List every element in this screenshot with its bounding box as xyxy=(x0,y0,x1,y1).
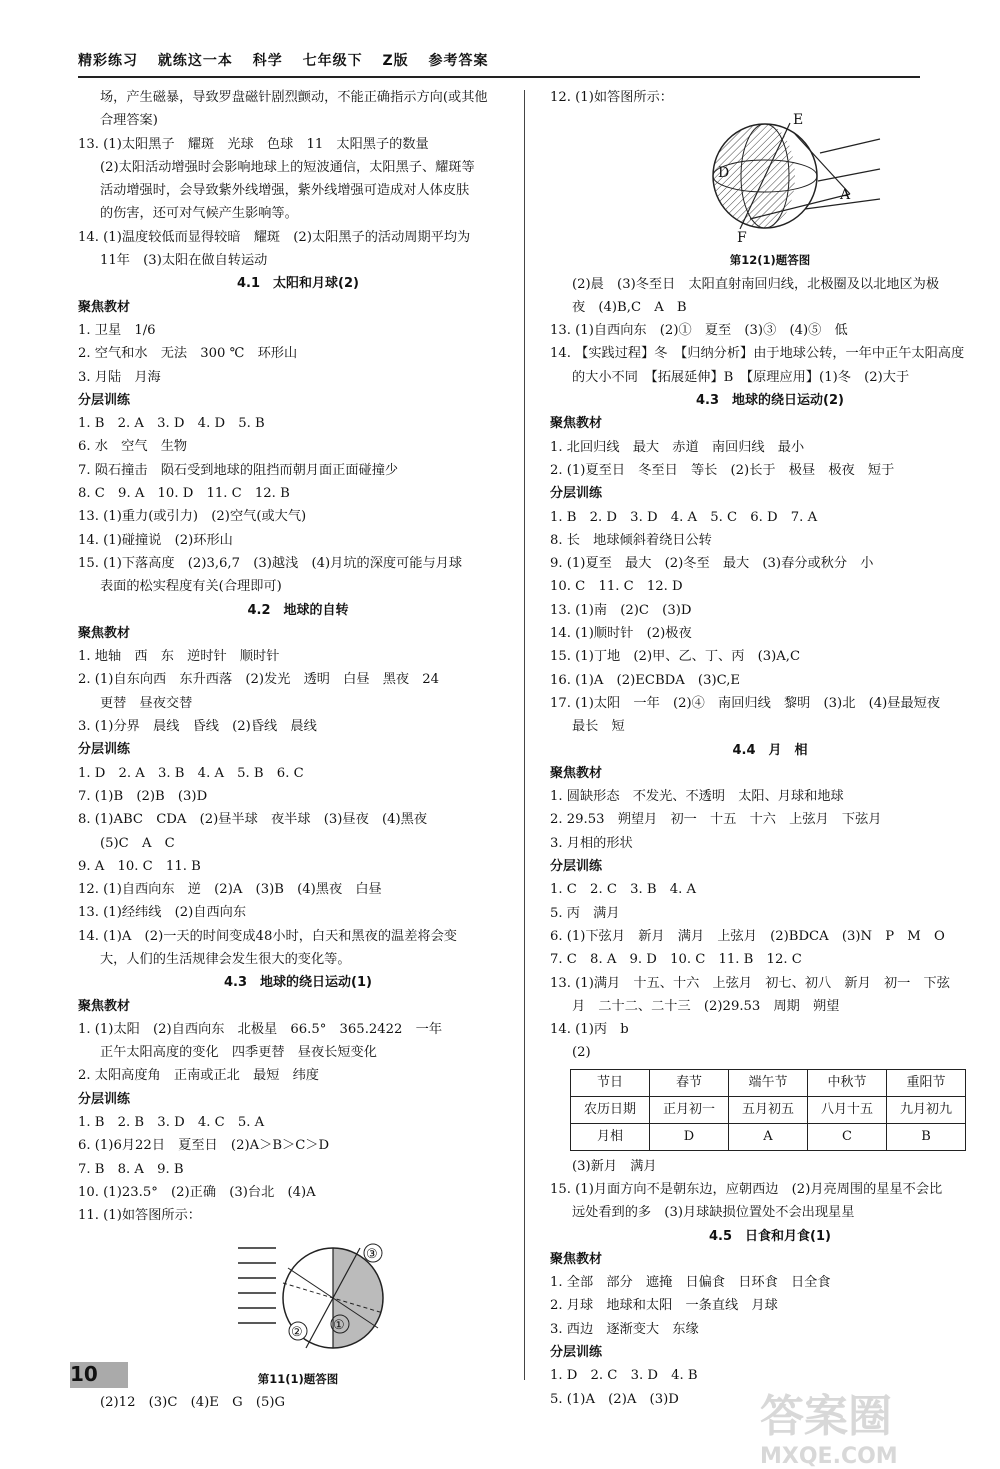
table-cell: A xyxy=(729,1123,808,1150)
page-header xyxy=(78,50,920,78)
text-line: 1. 地轴 西 东 逆时针 顺时针 xyxy=(78,649,280,665)
text-line: 3. (1)分界 晨线 昏线 (2)昏线 晨线 xyxy=(78,719,317,735)
text-line: 14. (1)温度较低而显得较暗 耀斑 (2)太阳黑子的活动周期平均为 xyxy=(78,229,471,245)
table-cell: 节日 xyxy=(571,1069,650,1096)
text-line: 1. B 2. A 3. D 4. D 5. B xyxy=(78,416,265,432)
text-line: 1. D 2. C 3. D 4. B xyxy=(550,1368,698,1384)
table-row xyxy=(571,1123,966,1150)
moon-phase-table xyxy=(570,1069,966,1151)
text-line: 更替 昼夜交替 xyxy=(100,695,193,711)
text-line: 11. (1)如答图所示： xyxy=(78,1208,201,1224)
text-line: 15. (1)丁地 (2)甲、乙、丁、丙 (3)A,C xyxy=(550,649,801,665)
text-line: 分层训练 xyxy=(550,486,603,502)
table-cell: 农历日期 xyxy=(571,1096,650,1123)
text-line: 聚焦教材 xyxy=(550,416,603,432)
table-cell: 重阳节 xyxy=(887,1069,966,1096)
watermark xyxy=(760,1380,990,1469)
text-line: 合理答案) xyxy=(100,113,158,129)
left-text-2 xyxy=(78,1391,518,1414)
text-line: 13. (1)太阳黑子 耀斑 光球 色球 11 太阳黑子的数量 xyxy=(78,136,429,152)
text-line: 3. 月陆 月海 xyxy=(78,369,161,385)
table-cell: 中秋节 xyxy=(808,1069,887,1096)
table-cell: B xyxy=(887,1123,966,1150)
fig12-label: F xyxy=(737,230,747,247)
text-line: 8. 长 地球倾斜着绕日公转 xyxy=(550,532,712,548)
table-row xyxy=(571,1069,966,1096)
table-row xyxy=(571,1096,966,1123)
text-line: 2. 29.53 朔望月 初一 十五 十六 上弦月 下弦月 xyxy=(550,812,882,828)
text-line: (2)太阳活动增强时会影响地球上的短波通信，太阳黑子、耀斑等 xyxy=(100,159,475,175)
fig12-label: A xyxy=(840,187,851,204)
text-line: 10. C 11. C 12. D xyxy=(550,579,683,595)
fig11-label: ② xyxy=(291,1324,303,1340)
table-cell: 五月初五 xyxy=(729,1096,808,1123)
table-cell: 八月十五 xyxy=(808,1096,887,1123)
text-line: 11年 (3)太阳在做自转运动 xyxy=(100,253,268,269)
text-line: 6. 水 空气 生物 xyxy=(78,439,188,455)
column-divider xyxy=(524,90,525,1380)
text-line: 正午太阳高度的变化 四季更替 昼夜长短变化 xyxy=(100,1045,377,1061)
text-line: 场，产生磁暴，导致罗盘磁针剧烈颤动，不能正确指示方向(或其他 xyxy=(100,90,488,105)
text-line: 1. 北回归线 最大 赤道 南回归线 最小 xyxy=(550,439,805,455)
text-line: 1. C 2. C 3. B 4. A xyxy=(550,882,697,898)
page-number-text: 10 xyxy=(70,1362,98,1386)
text-line: 13. (1)满月 十五、十六 上弦月 初七、初八 新月 初一 下弦 xyxy=(550,975,950,991)
text-line: 的大小不同 【拓展延伸】B 【原理应用】(1)冬 (2)大于 xyxy=(572,369,910,385)
text-line: 3. 西边 逐渐变大 东缘 xyxy=(550,1321,699,1337)
text-line: 分层训练 xyxy=(78,742,131,758)
figure-12-caption: 第12(1)题答图 xyxy=(729,253,811,268)
fig12-label: D xyxy=(718,165,730,182)
text-line: 6. (1)6月22日 夏至日 (2)A＞B＞C＞D xyxy=(78,1138,330,1154)
text-line: 2. (1)自东向西 东升西落 (2)发光 透明 白昼 黑夜 24 xyxy=(78,672,440,688)
header-item: 精彩练习 xyxy=(78,53,138,69)
text-line: 15. (1)下落高度 (2)3,6,7 (3)越浅 (4)月坑的深度可能与月球 xyxy=(78,555,463,571)
text-line: 聚焦教材 xyxy=(78,625,131,641)
text-line: 4.4 月 相 xyxy=(732,742,808,758)
text-line: 分层训练 xyxy=(550,1345,603,1361)
text-line: 7. C 8. A 9. D 10. C 11. B 12. C xyxy=(550,952,802,968)
text-line: (2) xyxy=(572,1045,591,1061)
text-line: 2. 月球 地球和太阳 一条直线 月球 xyxy=(550,1298,778,1314)
left-text xyxy=(78,86,518,1228)
table-cell: D xyxy=(650,1123,729,1150)
text-line: 分层训练 xyxy=(78,1091,131,1107)
text-line: 4.1 太阳和月球(2) xyxy=(237,276,359,292)
page-number xyxy=(70,1362,128,1388)
text-line: 4.3 地球的绕日运动(2) xyxy=(696,393,844,409)
fig11-label: ① xyxy=(333,1317,345,1333)
text-line: 活动增强时，会导致紫外线增强，紫外线增强可造成对人体皮肤 xyxy=(100,183,470,199)
text-line: 4.2 地球的自转 xyxy=(247,602,349,618)
text-line: (2)12 (3)C (4)E G (5)G xyxy=(100,1394,286,1410)
text-line: 7. 陨石撞击 陨石受到地球的阻挡而朝月面正面碰撞少 xyxy=(78,462,399,478)
text-line: 5. 丙 满月 xyxy=(550,905,620,921)
text-line: 14. (1)碰撞说 (2)环形山 xyxy=(78,532,233,548)
text-line: 14. (1)顺时针 (2)极夜 xyxy=(550,626,692,642)
text-line: 的伤害，还可对气候产生影响等。 xyxy=(100,206,298,222)
table-cell: 端午节 xyxy=(729,1069,808,1096)
right-text-top xyxy=(550,86,990,109)
text-line: 聚焦教材 xyxy=(550,1251,603,1267)
text-line: 1. B 2. B 3. D 4. C 5. A xyxy=(78,1115,265,1131)
text-line: 3. 月相的形状 xyxy=(550,835,633,851)
text-line: 1. 圆缺形态 不发光、不透明 太阳、月球和地球 xyxy=(550,789,844,805)
right-column xyxy=(550,86,990,1411)
right-text-bottom xyxy=(550,1155,990,1411)
text-line: 4.3 地球的绕日运动(1) xyxy=(224,975,372,991)
table-cell: 正月初一 xyxy=(650,1096,729,1123)
header-item: 科学 xyxy=(252,53,283,69)
text-line: 12. (1)如答图所示： xyxy=(550,90,673,105)
watermark-logo: 答案圈 xyxy=(760,1391,892,1442)
header-item: 就练这一本 xyxy=(157,53,233,69)
text-line: 1. B 2. D 3. D 4. A 5. C 6. D 7. A xyxy=(550,509,818,525)
text-line: 1. 全部 部分 遮掩 日偏食 日环食 日全食 xyxy=(550,1275,831,1291)
text-line: 表面的松实程度有关(合理即可) xyxy=(100,579,282,595)
watermark-url: MXQE.COM xyxy=(760,1444,898,1469)
text-line: (3)新月 满月 xyxy=(572,1158,657,1174)
table-cell: 九月初九 xyxy=(887,1096,966,1123)
text-line: 15. (1)月面方向不是朝东边，应朝西边 (2)月亮周围的星星不会比 xyxy=(550,1181,943,1197)
text-line: 13. (1)南 (2)C (3)D xyxy=(550,602,692,618)
fig12-label: E xyxy=(793,112,804,129)
text-line: 2. 空气和水 无法 300 ℃ 环形山 xyxy=(78,346,298,362)
table-cell: 月相 xyxy=(571,1123,650,1150)
text-line: 夜 (4)B,C A B xyxy=(572,299,687,315)
text-line: 1. (1)太阳 (2)自西向东 北极星 66.5° 365.2422 一年 xyxy=(78,1021,443,1037)
earth-orbit-diagram xyxy=(550,109,990,249)
text-line: 14. 【实践过程】冬 【归纳分析】由于地球公转，一年中正午太阳高度 xyxy=(550,346,965,362)
text-line: 13. (1)自西向东 (2)① 夏至 (3)③ (4)⑤ 低 xyxy=(550,323,848,339)
text-line: 14. (1)丙 b xyxy=(550,1022,629,1038)
right-text-mid xyxy=(550,273,990,1065)
text-line: (2)晨 (3)冬至日 太阳直射南回归线，北极圈及以北地区为极 xyxy=(572,276,940,292)
text-line: 2. 太阳高度角 正南或正北 最短 纬度 xyxy=(78,1068,319,1084)
text-line: 2. (1)夏至日 冬至日 等长 (2)长于 极昼 极夜 短于 xyxy=(550,462,895,478)
text-line: 7. (1)B (2)B (3)D xyxy=(78,788,208,804)
text-line: 6. (1)下弦月 新月 满月 上弦月 (2)BDCA (3)N P M O xyxy=(550,928,945,944)
text-line: 8. C 9. A 10. D 11. C 12. B xyxy=(78,486,290,502)
text-line: 大，人们的生活规律会发生很大的变化等。 xyxy=(100,951,351,967)
fig11-label: ③ xyxy=(366,1246,378,1262)
earth-sunlight-diagram xyxy=(78,1228,518,1368)
text-line: 1. D 2. A 3. B 4. A 5. B 6. C xyxy=(78,765,304,781)
text-line: 远处看到的多 (3)月球缺损位置处不会出现星星 xyxy=(572,1205,855,1221)
text-line: 最长 短 xyxy=(572,719,625,735)
table-cell: C xyxy=(808,1123,887,1150)
text-line: 9. (1)夏至 最大 (2)冬至 最大 (3)春分或秋分 小 xyxy=(550,556,874,572)
text-line: 16. (1)A (2)ECBDA (3)C,E xyxy=(550,672,741,688)
header-item: Z版 xyxy=(382,53,409,69)
text-line: 12. (1)自西向东 逆 (2)A (3)B (4)黑夜 白昼 xyxy=(78,882,382,898)
text-line: 14. (1)A (2)一天的时间变成48小时，白天和黑夜的温差将会变 xyxy=(78,928,457,944)
left-column xyxy=(78,86,518,1414)
text-line: 9. A 10. C 11. B xyxy=(78,858,201,874)
text-line: 聚焦教材 xyxy=(78,998,131,1014)
header-item: 七年级下 xyxy=(302,53,363,69)
text-line: 4.5 日食和月食(1) xyxy=(709,1228,831,1244)
text-line: 聚焦教材 xyxy=(78,299,131,315)
header-item: 参考答案 xyxy=(428,53,489,69)
text-line: 5. (1)A (2)A (3)D xyxy=(550,1391,679,1407)
text-line: 分层训练 xyxy=(78,392,131,408)
figure-11 xyxy=(78,1228,518,1368)
text-line: 聚焦教材 xyxy=(550,765,603,781)
text-line: 17. (1)太阳 一年 (2)④ 南回归线 黎明 (3)北 (4)昼最短夜 xyxy=(550,695,941,711)
text-line: 7. B 8. A 9. B xyxy=(78,1161,184,1177)
text-line: 月 二十二、二十三 (2)29.53 周期 朔望 xyxy=(572,998,840,1014)
text-line: 分层训练 xyxy=(550,859,603,875)
figure-11-caption: 第11(1)题答图 xyxy=(257,1371,339,1386)
text-line: 10. (1)23.5° (2)正确 (3)台北 (4)A xyxy=(78,1184,316,1200)
text-line: (5)C A C xyxy=(100,835,175,851)
table-cell: 春节 xyxy=(650,1069,729,1096)
figure-12 xyxy=(550,109,990,249)
text-line: 13. (1)经纬线 (2)自西向东 xyxy=(78,905,247,921)
text-line: 8. (1)ABC CDA (2)昼半球 夜半球 (3)昼夜 (4)黑夜 xyxy=(78,812,428,828)
text-line: 1. 卫星 1/6 xyxy=(78,322,156,338)
text-line: 13. (1)重力(或引力) (2)空气(或大气) xyxy=(78,509,307,525)
